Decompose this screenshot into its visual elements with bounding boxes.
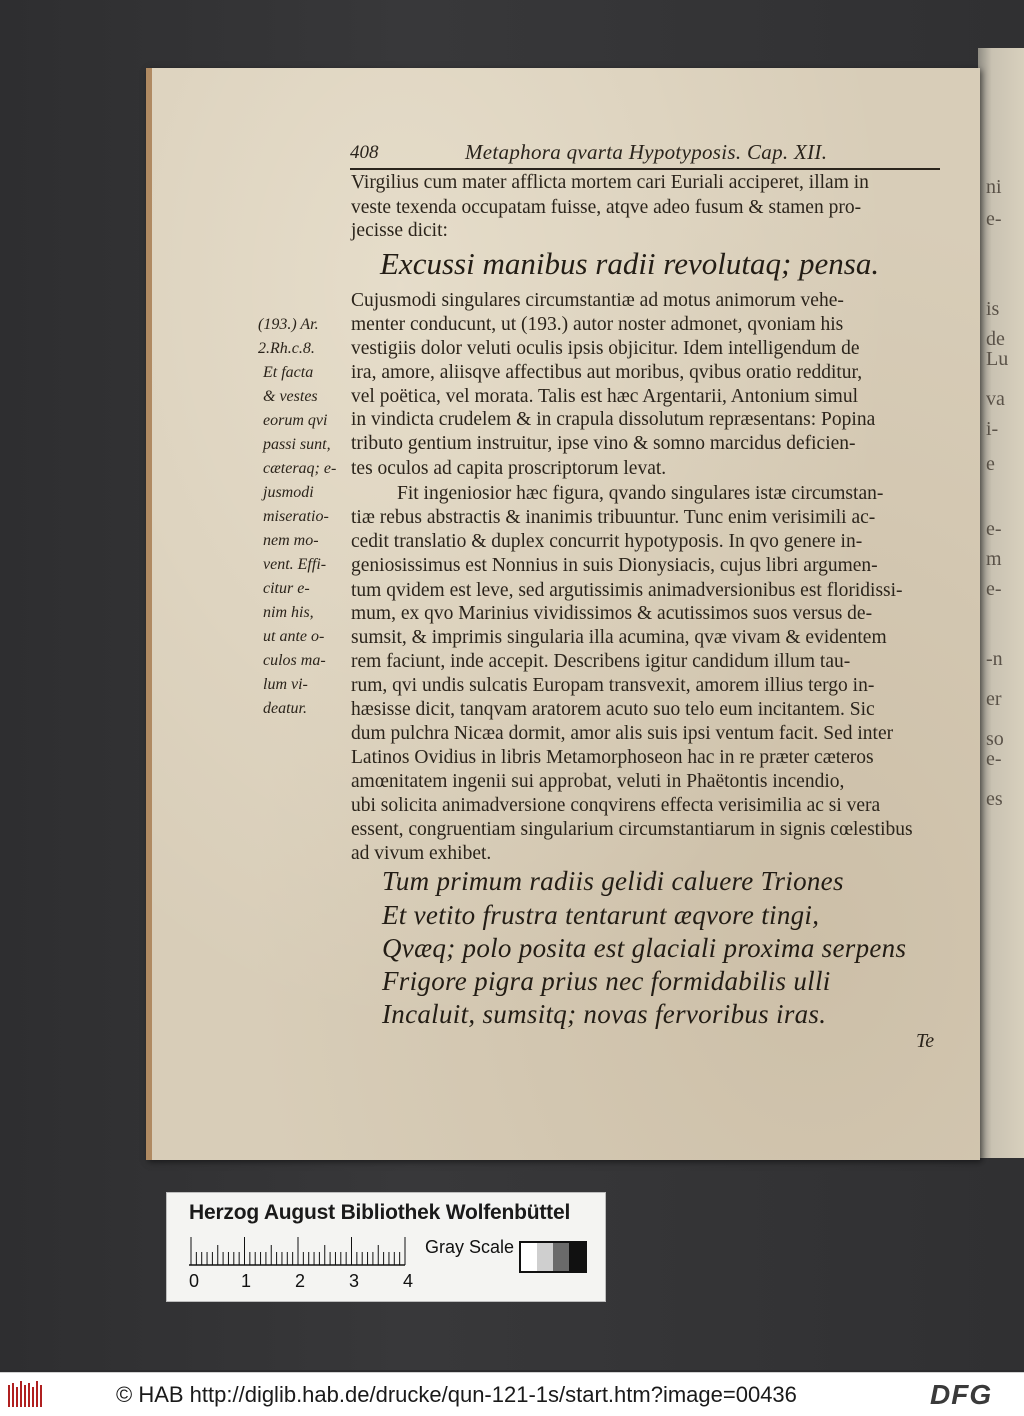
body-line: jecisse dicit: [351,220,448,241]
adjacent-page-fragment: Lu [986,348,1009,370]
ruler-number: 4 [403,1271,414,1291]
adjacent-page-fragment: -n [986,648,1003,670]
gray-scale-label: Gray Scale [425,1237,515,1257]
adjacent-page-fragment: er [986,688,1002,710]
body-line: dum pulchra Nicæa dormit, amor alis suis ipsi ventum facit. Sed inter [351,723,894,744]
body-line: vel poëtica, vel morata. Talis est hæc Argentarii, Antonium simul [351,386,858,407]
marginal-note-line: jusmodi [263,484,314,501]
dfg-logo: DFG [930,1379,993,1410]
marginal-note-line: deatur. [263,700,307,717]
body-line: menter conducunt, ut (193.) autor noster admonet, qvoniam his [351,314,844,335]
gray-patch [553,1243,569,1271]
body-line: mum, ex qvo Marinius vividissimos & acutissimos suos versus de- [351,603,873,624]
body-line: ubi solicita animadversione conqvirens effecta verisimilia ac si vera [351,795,881,816]
adjacent-page-fragment: e- [986,748,1002,770]
body-line: hæsisse dicit, tanqvam aratorem acuto suo telo eum incitantem. Sic [351,699,875,720]
copyright-link[interactable]: © HAB http://diglib.hab.de/drucke/qun-121-1s/start.htm?image=00436 [116,1382,797,1407]
adjacent-page-fragment: de [986,328,1005,350]
library-color-card [166,1192,606,1302]
adjacent-page-fragment: e- [986,578,1002,600]
body-line: rem faciunt, inde accepit. Describens igitur candidum illum tau- [351,651,851,672]
body-line: sumsit, & imprimis singularia illa acumina, qvæ vivam & evidentem [351,627,887,648]
marginal-note-line: ut ante o- [263,628,325,645]
body-line: veste texenda occupatam fuisse, atqve adeo fusum & stamen pro- [351,197,862,218]
adjacent-page-fragment: is [986,298,1000,320]
adjacent-page-fragment: e- [986,518,1002,540]
running-head: Metaphora qvarta Hypotyposis. Cap. XII. [465,140,828,164]
marginal-note-line: 2.Rh.c.8. [258,340,315,357]
body-line: tes oculos ad capita proscriptorum levat. [351,458,667,479]
gray-patch [537,1243,553,1271]
marginal-note-line: miseratio- [263,508,329,525]
body-line: tributo gentium instruitur, ipse vino & somno marcidus deficien- [351,433,856,454]
adjacent-page-fragment: va [986,388,1005,410]
marginal-note-line: vent. Effi- [263,556,327,573]
body-line: ira, amore, aliisqve affectibus aut moribus, qvibus oratio redditur, [351,362,863,383]
library-name: Herzog August Bibliothek Wolfenbüttel [189,1201,571,1224]
adjacent-page-fragment: e [986,453,995,475]
body-line: cedit translatio & duplex concurrit hypotyposis. In qvo genere in- [351,531,863,552]
body-line: ad vivum exhibet. [351,843,492,864]
marginal-note-line: culos ma- [263,652,326,669]
adjacent-page-fragment: so [986,728,1004,750]
ruler-number: 2 [295,1271,306,1291]
poem-line: Qvæq; polo posita est glaciali proxima serpens [382,933,907,963]
quotation-line: Excussi manibus radii revolutaq; pensa. [380,246,880,281]
adjacent-page-fragment: es [986,788,1003,810]
body-line: tiæ rebus abstractis & inanimis tribuuntur. Tunc enim verisimili ac- [351,507,876,528]
adjacent-page-fragment: m [986,548,1002,570]
body-line: vestigiis dolor veluti oculis ipsis objicitur. Idem intelligendum de [351,338,860,359]
adjacent-page-fragment: i- [986,418,999,440]
gray-patch [569,1243,585,1271]
marginal-note-line: Et facta [263,364,314,381]
body-line: Fit ingeniosior hæc figura, qvando singulares istæ circumstan- [397,483,884,504]
page-header [350,138,940,170]
body-line: tum qvidem est leve, sed argutissimis animadversionibus est floridissi- [351,580,903,601]
page-number: 408 [350,142,379,163]
gray-patch [521,1243,537,1271]
marginal-note-line: passi sunt, [263,436,331,453]
poem-line: Et vetito frustra tentarunt æqvore tingi, [382,900,820,930]
marginal-note-line: lum vi- [263,676,308,693]
marginal-note-line: (193.) Ar. [258,316,319,333]
body-line: Latinos Ovidius in libris Metamorphoseon hac in re præter cæteros [351,747,874,768]
ruler-number: 3 [349,1271,360,1291]
gray-scale-patches [519,1241,587,1273]
adjacent-page-fragment: ni [986,176,1002,198]
body-line: Virgilius cum mater afflicta mortem cari Euriali acciperet, illam in [351,172,869,193]
ruler-scale [187,1235,407,1267]
ruler-number: 1 [241,1271,252,1291]
marginal-note-line: cæteraq; e- [263,460,337,477]
body-line: in vindicta crudelem & in crapula dissolutum repræsentans: Popina [351,409,876,430]
barcode-icon [8,1381,44,1409]
marginal-note-line: nem mo- [263,532,319,549]
body-line: geniosissimus est Nonnius in suis Dionysiacis, cujus libri argumen- [351,555,878,576]
poem-line: Tum primum radiis gelidi caluere Triones [382,866,844,896]
marginal-note-line: eorum qvi [263,412,328,429]
adjacent-page-edge [978,48,1024,1158]
marginal-note-line: nim his, [263,604,314,621]
body-line: Cujusmodi singulares circumstantiæ ad motus animorum vehe- [351,290,844,311]
poem-line: Incaluit, sumsitq; novas fervoribus iras. [382,999,827,1029]
body-line: rum, qvi undis sulcatis Europam transvexit, amorem illius tergo in- [351,675,875,696]
footer-bar [0,1372,1024,1416]
marginal-note-line: & vestes [263,388,318,405]
body-line: amœnitatem ingenii sui approbat, veluti in Phaëtontis incendio, [351,771,845,792]
marginal-note-line: citur e- [263,580,310,597]
ruler-number: 0 [189,1271,200,1291]
body-line: essent, congruentiam singularium circumstantiarum in signis cœlestibus [351,819,913,840]
poem-line: Frigore pigra prius nec formidabilis ulli [382,966,831,996]
adjacent-page-fragment: e- [986,208,1002,230]
catchword: Te [916,1030,935,1052]
